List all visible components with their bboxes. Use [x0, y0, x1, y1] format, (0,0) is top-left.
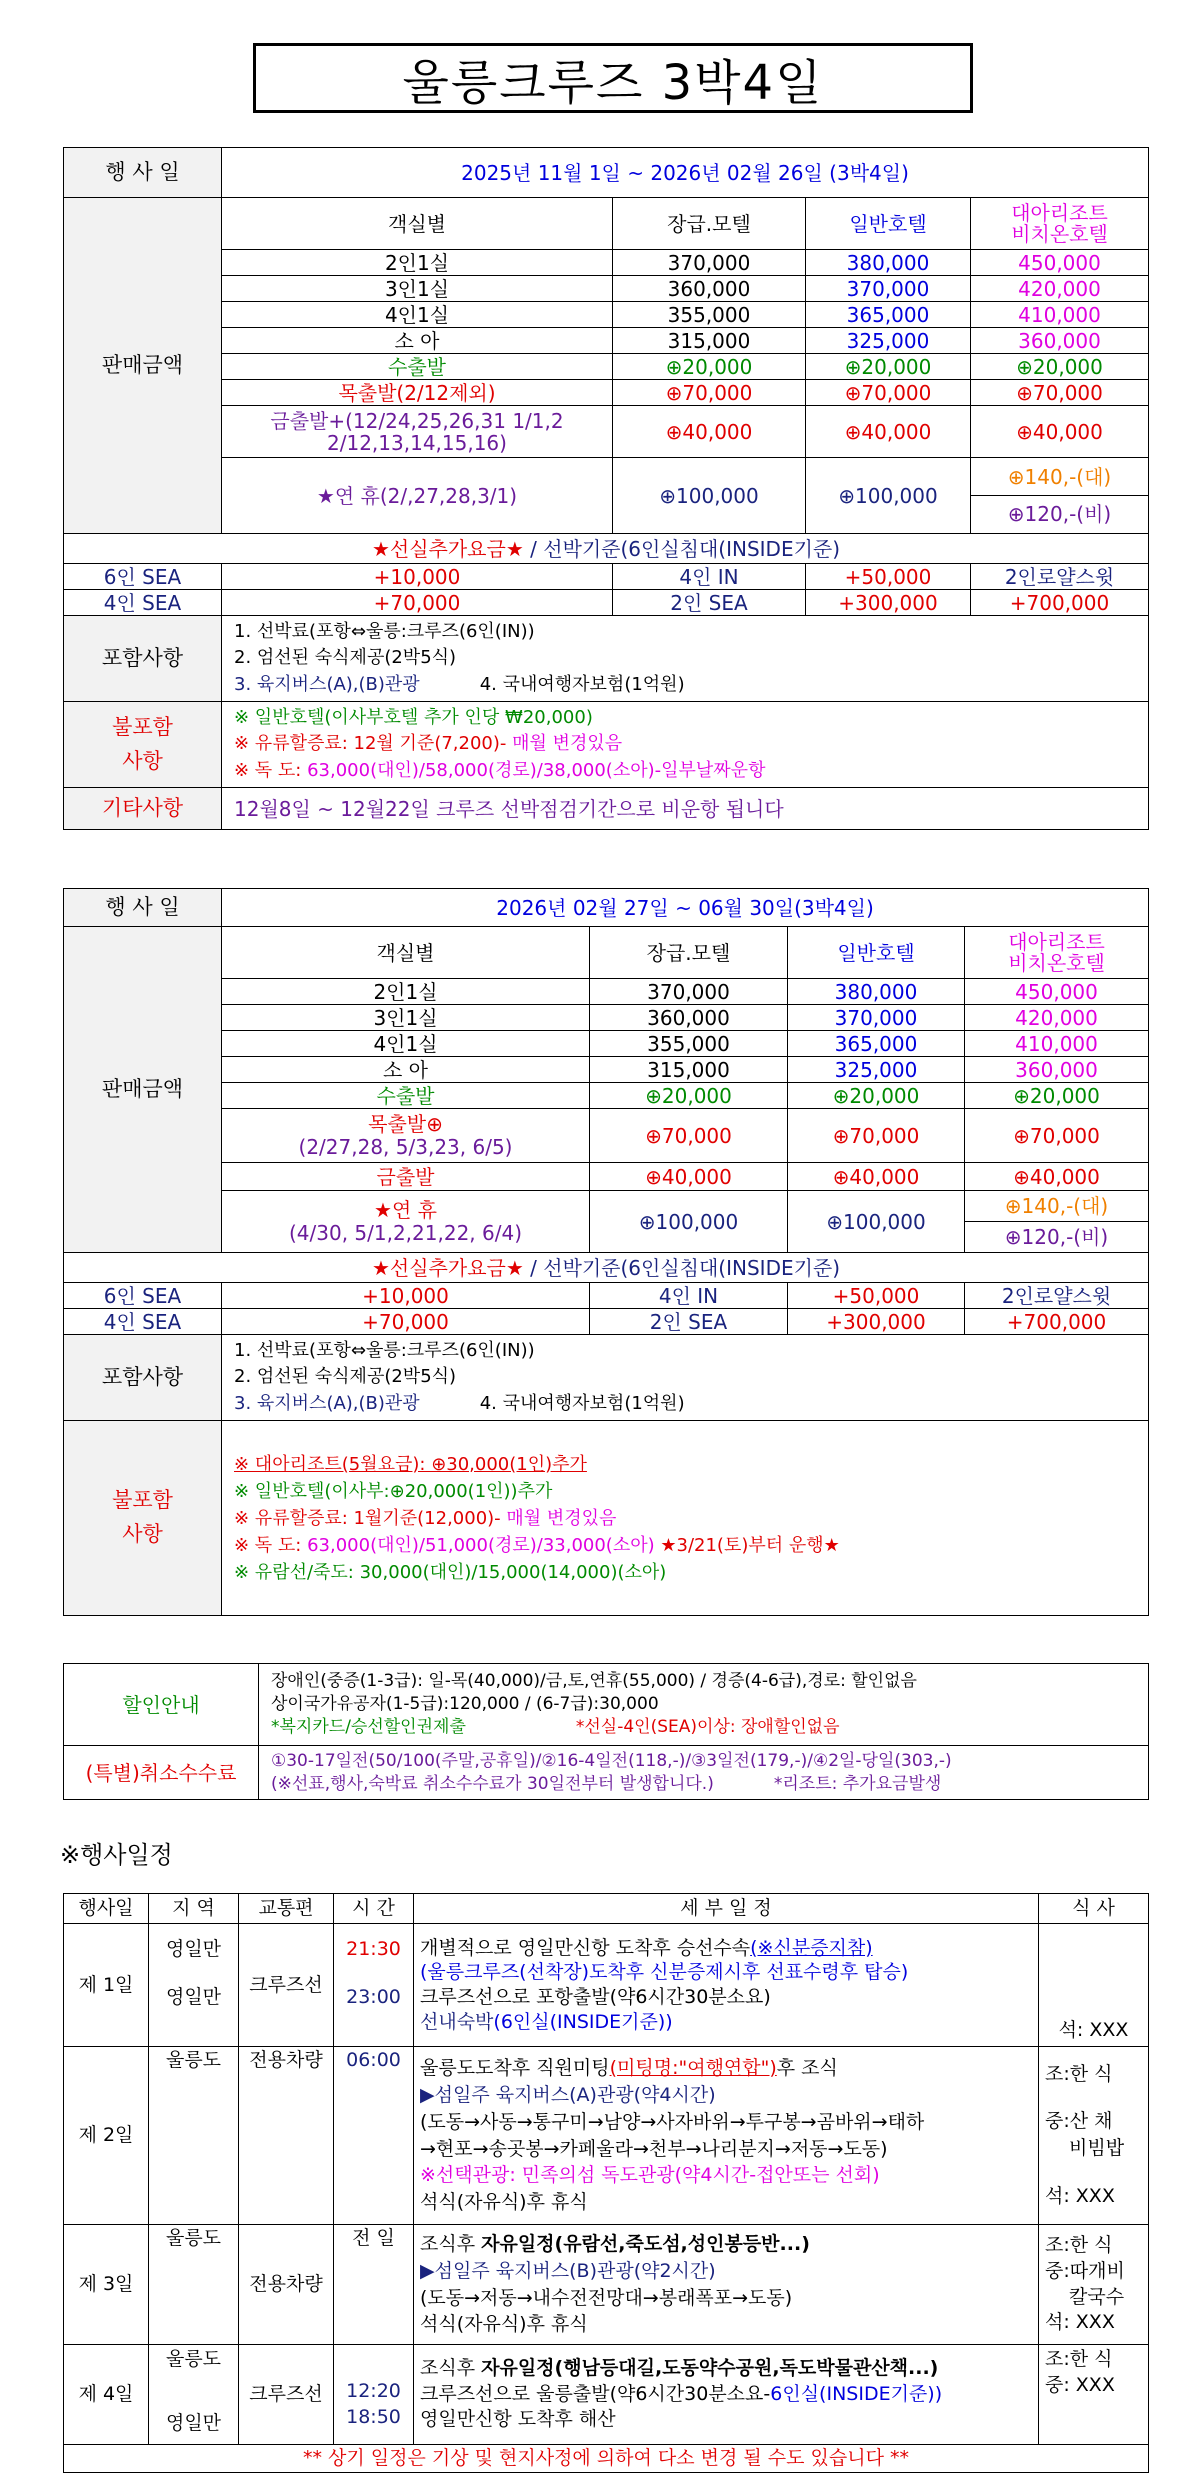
motel-price: 315,000: [590, 1057, 788, 1083]
region: 영일만: [165, 1938, 222, 1960]
detail-line: ▶섬일주 육지버스(A)관광(약4시간): [420, 2083, 716, 2106]
hotel-price: 380,000: [788, 979, 965, 1005]
surcharge: ⊕70,000: [590, 1109, 788, 1163]
schedule-title: ※행사일정: [60, 1841, 173, 1869]
resort-fee-note: *리조트: 추가요금발생: [773, 1773, 942, 1794]
hotel-price: 370,000: [806, 276, 971, 302]
resort-header-line1: 대아리조트: [1008, 929, 1105, 954]
hotel-header: 일반호텔: [806, 198, 971, 250]
cabin-price: +300,000: [806, 590, 971, 616]
cabin-type: 2인 SEA: [590, 1309, 788, 1335]
surcharge: ⊕100,000: [788, 1191, 965, 1253]
resort-price: 450,000: [971, 250, 1149, 276]
included-items: [222, 1335, 1149, 1421]
day-4-time: [334, 2345, 414, 2445]
surcharge: ⊕20,000: [788, 1083, 965, 1109]
excluded-label-line1: 불포함: [112, 714, 173, 739]
meal-line: 칼국수: [1069, 2285, 1125, 2308]
day-2-time: 06:00: [334, 2047, 414, 2225]
cabin-type: 2인 SEA: [613, 590, 806, 616]
region: 영일만: [165, 2411, 222, 2434]
day-3-meal: [1039, 2225, 1149, 2345]
land-bus-tour: 3. 육지버스(A),(B)관광: [234, 1392, 420, 1414]
holiday-beachon-price: ⊕120,-(비): [1004, 1225, 1109, 1249]
cruise-cabin: 6인실(INSIDE기준)): [770, 2382, 943, 2405]
day-2: 제 2일: [64, 2047, 149, 2225]
friday-departure-line1: 금출발+(12/24,25,26,31 1/1,2: [270, 408, 564, 433]
surcharge: ⊕20,000: [965, 1083, 1149, 1109]
motel-price: 370,000: [613, 250, 806, 276]
cabin-extra-title-basis: / 선박기준(6인실침대(INSIDE기준): [530, 536, 841, 561]
discount-info: [259, 1664, 1149, 1746]
day-1-region: [149, 1924, 239, 2047]
friday-departure-line2: 2/12,13,14,15,16): [327, 430, 507, 455]
schedule-head-transport: 교통편: [239, 1894, 334, 1924]
room-type: 3인1실: [222, 1005, 590, 1031]
included-item: 1. 선박료(포항⇔울릉:크루즈(6인(IN)): [234, 621, 535, 643]
motel-price: 360,000: [590, 1005, 788, 1031]
room-type-header: 객실별: [222, 198, 613, 250]
fuel-note: 매월 변경있음: [500, 1507, 617, 1529]
time: 21:30: [346, 1938, 401, 1960]
day-1-meal: 석: XXX: [1039, 1924, 1149, 2047]
detail-line: (도동→저동→내수전전망대→봉래폭포→도동): [420, 2286, 793, 2309]
sales-price-label: 판매금액: [64, 198, 222, 534]
page-title: 울릉크루즈 3박4일: [253, 43, 973, 113]
detail-line: 석식(자유식)후 휴식: [420, 2313, 588, 2336]
hotel-price: 365,000: [788, 1031, 965, 1057]
detail-line: [420, 2356, 1034, 2382]
holiday-departure-line1: ★연 휴: [374, 1197, 437, 1222]
excluded-item: [234, 1532, 1144, 1559]
resort-header: [971, 198, 1149, 250]
breakfast-text: 후 조식: [776, 2056, 838, 2079]
schedule-head-detail: 세 부 일 정: [414, 1894, 1039, 1924]
resort-price: 420,000: [971, 276, 1149, 302]
cabin-type: 4인 SEA: [64, 1309, 222, 1335]
detail-line: ※선택관광: 민족의섬 독도관광(약4시간-접안또는 선회): [420, 2164, 880, 2187]
sales-price-label: 판매금액: [64, 927, 222, 1253]
day-2-transport: 전용차량: [239, 2047, 334, 2225]
day-3-transport: 전용차량: [239, 2225, 334, 2345]
cabin-price: +70,000: [222, 1309, 590, 1335]
surcharge: ⊕40,000: [806, 406, 971, 458]
motel-price: 355,000: [590, 1031, 788, 1057]
detail-line: [420, 1936, 1034, 1961]
cabin-extra-title-star: ★선실추가요금★: [371, 536, 524, 561]
meal-line: 중:산 채: [1045, 2109, 1113, 2132]
insurance: 4. 국내여행자보험(1억원): [479, 673, 685, 695]
other-notes-label: 기타사항: [64, 788, 222, 830]
thursday-departure-line1: 목출발⊕: [368, 1111, 443, 1136]
holiday-departure: [222, 1191, 590, 1253]
cruise-terminal: (울릉크루즈(선착장): [420, 1961, 590, 1984]
day-4-transport: 크루즈선: [239, 2345, 334, 2445]
surcharge: ⊕40,000: [965, 1163, 1149, 1191]
meal-line: 비빔밥: [1069, 2136, 1125, 2159]
event-date-label: 행 사 일: [64, 148, 222, 198]
meal-line: 중:따개비: [1045, 2259, 1125, 2282]
day-1: 제 1일: [64, 1924, 149, 2047]
thursday-departure: 목출발(2/12제외): [222, 380, 613, 406]
fuel-note: 매월 변경있음: [506, 733, 623, 755]
surcharge: ⊕20,000: [613, 354, 806, 380]
dokdo-price: 63,000(대인)/51,000(경로)/33,000(소아): [307, 1534, 655, 1556]
room-type: 2인1실: [222, 979, 590, 1005]
surcharge: ⊕70,000: [971, 380, 1149, 406]
dokdo-operation-note: ★3/21(토)부터 운행★: [654, 1534, 840, 1556]
resort-price: 360,000: [971, 328, 1149, 354]
cabin-price: +300,000: [788, 1309, 965, 1335]
wednesday-departure: 수출발: [222, 354, 613, 380]
room-type: 소 아: [222, 1057, 590, 1083]
detail-line: [420, 2010, 1034, 2035]
room-type: 2인1실: [222, 250, 613, 276]
price-table-period-1: [63, 147, 1149, 830]
detail-line: 크루즈선으로 포항출발(약6시간30분소요): [420, 1986, 771, 2008]
resort-header-line2: 비치온호텔: [1008, 950, 1105, 975]
motel-price: 315,000: [613, 328, 806, 354]
free-schedule: 자유일정(유람선,죽도섬,성인봉등반...): [481, 2233, 810, 2256]
disabled-discount: 장애인(중증(1-3급): 일-목(40,000)/금,토,연휴(55,000) / 경증(4-6급),경로: 할인없음: [271, 1671, 917, 1692]
resort-price: 410,000: [971, 302, 1149, 328]
room-type: 4인1실: [222, 1031, 590, 1057]
cabin-extra-title-basis: / 선박기준(6인실침대(INSIDE기준): [530, 1255, 841, 1280]
cabin-type: 4인 SEA: [64, 590, 222, 616]
holiday-beachon-price: ⊕120,-(비): [1007, 502, 1112, 526]
discount-notes: [271, 1716, 1144, 1739]
event-period: 2026년 02월 27일 ~ 06월 30일(3박4일): [222, 889, 1149, 927]
detail-line: ▶섬일주 육지버스(B)관광(약2시간): [420, 2259, 716, 2282]
hotel-header: 일반호텔: [788, 927, 965, 979]
price-table-period-2: [63, 888, 1149, 1616]
dokdo-label: ※ 독 도:: [234, 759, 308, 781]
schedule-head-meal: 식 사: [1039, 1894, 1149, 1924]
discount-table: [63, 1663, 1149, 1800]
detail-line: 영일만신항 도착후 해산: [420, 2408, 616, 2431]
discount-label: 할인안내: [64, 1664, 259, 1746]
included-item: 2. 엄선된 숙식제공(2박5식): [234, 1366, 457, 1388]
meal-line: 중: XXX: [1045, 2373, 1115, 2396]
day-1-transport: 크루즈선: [239, 1924, 334, 2047]
holiday-resort-surcharge: [965, 1191, 1149, 1253]
excluded-label: [64, 1421, 222, 1616]
included-label: 포함사항: [64, 1335, 222, 1421]
schedule-head-day: 행사일: [64, 1894, 149, 1924]
meal-line: 석: XXX: [1045, 2311, 1115, 2334]
cabin-price: +700,000: [971, 590, 1149, 616]
excluded-item: ※ 일반호텔(이사부:⊕20,000(1인))추가: [234, 1480, 553, 1502]
excluded-item: ※ 대아리조트(5월요금): ⊕30,000(1인)추가: [234, 1453, 587, 1475]
land-bus-tour: 3. 육지버스(A),(B)관광: [234, 673, 420, 695]
excluded-items: [222, 1421, 1149, 1616]
surcharge: ⊕20,000: [590, 1083, 788, 1109]
cancel-fee-label: (특별)취소수수료: [64, 1746, 259, 1800]
hotel-price: 325,000: [788, 1057, 965, 1083]
excluded-label: [64, 702, 222, 788]
ticket-text: 도착후 신분증제시후 선표수령후 탑승): [589, 1961, 909, 1984]
excluded-label-line2: 사항: [122, 748, 163, 773]
welfare-card-note: *복지카드/승선할인권제출: [271, 1716, 466, 1737]
hotel-price: 370,000: [788, 1005, 965, 1031]
breakfast-text: 조식후: [420, 2233, 482, 2256]
cabin-price: +50,000: [806, 564, 971, 590]
cabin-type: 4인 IN: [590, 1283, 788, 1309]
id-required-note: (※신분증지참): [750, 1936, 873, 1959]
detail-line: [420, 2055, 1034, 2082]
cabin-price: +70,000: [222, 590, 613, 616]
cancel-fee-schedule: ①30-17일전(50/100(주말,공휴일)/②16-4일전(118,-)/③3일전(179,-)/④2일-당일(303,-): [271, 1750, 952, 1771]
holiday-daea-price: ⊕140,-(대): [971, 458, 1148, 496]
cancel-fee-info: [259, 1746, 1149, 1800]
time: 23:00: [346, 1985, 401, 2008]
surcharge: ⊕70,000: [613, 380, 806, 406]
detail-line: [420, 1960, 1034, 1985]
surcharge: ⊕100,000: [590, 1191, 788, 1253]
surcharge: ⊕70,000: [965, 1109, 1149, 1163]
dokdo-label: ※ 독 도:: [234, 1534, 308, 1556]
resort-header-line2: 비치온호텔: [1011, 221, 1108, 246]
day-2-detail: [414, 2047, 1039, 2225]
friday-departure: 금출발: [222, 1163, 590, 1191]
motel-header: 장급.모텔: [590, 927, 788, 979]
day-2-meal: [1039, 2047, 1149, 2225]
included-item: [234, 1391, 1144, 1417]
surcharge: ⊕40,000: [971, 406, 1149, 458]
meal-line: 조:한 식: [1045, 2234, 1113, 2257]
dokdo-price: 63,000(대인)/58,000(경로)/38,000(소아)-일부날짜운항: [307, 759, 766, 781]
day-4: 제 4일: [64, 2345, 149, 2445]
schedule-footer-note: ** 상기 일정은 기상 및 현지사정에 의하여 다소 변경 될 수도 있습니다 **: [64, 2445, 1149, 2473]
fuel-surcharge: ※ 유류할증료: 12월 기준(7,200)-: [234, 733, 507, 755]
cabin-price: +10,000: [222, 564, 613, 590]
event-date-label: 행 사 일: [64, 889, 222, 927]
holiday-daea-price: ⊕140,-(대): [965, 1191, 1148, 1222]
room-type: 소 아: [222, 328, 613, 354]
resort-price: 450,000: [965, 979, 1149, 1005]
room-type: 3인1실: [222, 276, 613, 302]
meeting-text: 울릉도도착후 직원미팅: [420, 2056, 610, 2079]
detail-line: (도동→사동→통구미→남양→사자바위→투구봉→곰바위→태하: [420, 2110, 925, 2133]
holiday-departure: ★연 휴(2/,27,28,3/1): [222, 458, 613, 534]
day-4-region: [149, 2345, 239, 2445]
schedule-table: [63, 1893, 1149, 2473]
meal-line: 조:한 식: [1045, 2062, 1113, 2085]
cabin-type: 4인 IN: [613, 564, 806, 590]
resort-price: 420,000: [965, 1005, 1149, 1031]
included-item: [234, 672, 1144, 698]
insurance: 4. 국내여행자보험(1억원): [479, 1392, 685, 1414]
surcharge: ⊕100,000: [613, 458, 806, 534]
detail-line: 석식(자유식)후 휴식: [420, 2191, 588, 2214]
day-3-time: 전 일: [334, 2225, 414, 2345]
thursday-departure: [222, 1109, 590, 1163]
cruise-depart: 크루즈선으로 울릉출발(약6시간30분소요-: [420, 2382, 771, 2405]
day-4-meal: [1039, 2345, 1149, 2445]
fuel-surcharge: ※ 유류할증료: 1월기준(12,000)-: [234, 1507, 501, 1529]
friday-departure: [222, 406, 613, 458]
region: 울릉도: [165, 2348, 222, 2370]
time: 12:20: [346, 2379, 401, 2402]
included-label: 포함사항: [64, 616, 222, 702]
included-item: 1. 선박료(포항⇔울릉:크루즈(6인(IN)): [234, 1340, 535, 1362]
schedule-head-time: 시 간: [334, 1894, 414, 1924]
motel-price: 360,000: [613, 276, 806, 302]
cruise-bamboo-price: 30,000(대인)/15,000(14,000)(소아): [359, 1561, 667, 1583]
region: 영일만: [165, 1985, 222, 2008]
event-period: 2025년 11월 1일 ~ 2026년 02월 26일 (3박4일): [222, 148, 1149, 198]
cabin-type: 2인로얄스윗: [965, 1283, 1149, 1309]
cabin-price: +700,000: [965, 1309, 1149, 1335]
cabin-extra-title: [64, 1253, 1149, 1283]
excluded-label-line2: 사항: [122, 1522, 163, 1546]
surcharge: ⊕40,000: [788, 1163, 965, 1191]
meal-line: 조:한 식: [1045, 2348, 1113, 2370]
meeting-name: (미팅명:"여행연합"): [609, 2056, 777, 2079]
boarding-text: 개별적으로 영일만신항 도착후 승선수속: [420, 1936, 751, 1959]
motel-price: 370,000: [590, 979, 788, 1005]
detail-line: [420, 2231, 1034, 2258]
day-3-detail: [414, 2225, 1039, 2345]
resort-price: 410,000: [965, 1031, 1149, 1057]
surcharge: ⊕70,000: [788, 1109, 965, 1163]
day-4-detail: [414, 2345, 1039, 2445]
other-notes: 12월8일 ~ 12월22일 크루즈 선박점검기간으로 비운항 됩니다: [222, 788, 1149, 830]
cancel-fee-note: (※선표,행사,숙박료 취소수수료가 30일전부터 발생합니다.): [271, 1773, 714, 1794]
surcharge: ⊕70,000: [806, 380, 971, 406]
onboard-cabin: (6인실(INSIDE기준)): [493, 2010, 673, 2033]
day-1-time: [334, 1924, 414, 2047]
cabin-price: +50,000: [788, 1283, 965, 1309]
onboard-stay: 선내숙박: [420, 2010, 494, 2033]
detail-line: [420, 2382, 1034, 2408]
surcharge: ⊕40,000: [613, 406, 806, 458]
cabin-sea-note: *선실-4인(SEA)이상: 장애할인없음: [575, 1716, 840, 1737]
day-3-region: 울릉도: [149, 2225, 239, 2345]
breakfast-text: 조식후: [420, 2357, 482, 2380]
cabin-extra-title-star: ★선실추가요금★: [371, 1255, 524, 1280]
excluded-item: [234, 1505, 1144, 1532]
holiday-departure-line2: (4/30, 5/1,2,21,22, 6/4): [288, 1220, 523, 1245]
excluded-items: [222, 702, 1149, 788]
day-1-detail: [414, 1924, 1039, 2047]
day-2-region: 울릉도: [149, 2047, 239, 2225]
wednesday-departure: 수출발: [222, 1083, 590, 1109]
cabin-price: +10,000: [222, 1283, 590, 1309]
surcharge: ⊕100,000: [806, 458, 971, 534]
excluded-item: ※ 일반호텔(이사부호텔 추가 인당 ₩20,000): [234, 707, 593, 729]
excluded-item: [234, 758, 1144, 784]
surcharge: ⊕20,000: [806, 354, 971, 380]
hotel-price: 325,000: [806, 328, 971, 354]
free-schedule: 자유일정(행남등대길,도동약수공원,독도박물관산책...): [481, 2357, 939, 2380]
included-item: 2. 엄선된 숙식제공(2박5식): [234, 647, 457, 669]
time: 18:50: [346, 2405, 401, 2428]
resort-header-line1: 대아리조트: [1011, 200, 1108, 225]
resort-price: 360,000: [965, 1057, 1149, 1083]
excluded-label-line1: 불포함: [112, 1488, 173, 1513]
day-3: 제 3일: [64, 2225, 149, 2345]
included-items: [222, 616, 1149, 702]
cabin-type: 6인 SEA: [64, 564, 222, 590]
surcharge: ⊕20,000: [971, 354, 1149, 380]
room-type: 4인1실: [222, 302, 613, 328]
cabin-extra-title: [64, 534, 1149, 564]
thursday-departure-line2: (2/27,28, 5/3,23, 6/5): [298, 1134, 513, 1159]
resort-header: [965, 927, 1149, 979]
room-type-header: 객실별: [222, 927, 590, 979]
motel-header: 장급.모텔: [613, 198, 806, 250]
veteran-discount: 상이국가유공자(1-5급):120,000 / (6-7급):30,000: [271, 1694, 659, 1715]
hotel-price: 380,000: [806, 250, 971, 276]
hotel-price: 365,000: [806, 302, 971, 328]
cruise-bamboo-label: ※ 유람선/죽도:: [234, 1561, 360, 1583]
cabin-type: 2인로얄스윗: [971, 564, 1149, 590]
detail-line: →현포→송곳봉→카페울라→천부→나리분지→저동→도동): [420, 2137, 888, 2160]
excluded-item: [234, 1559, 1144, 1586]
holiday-resort-surcharge: [971, 458, 1149, 534]
meal-line: 석: XXX: [1045, 2185, 1115, 2208]
schedule-head-region: 지 역: [149, 1894, 239, 1924]
motel-price: 355,000: [613, 302, 806, 328]
excluded-item: [234, 731, 1144, 757]
cabin-type: 6인 SEA: [64, 1283, 222, 1309]
cancel-fee-notes: [271, 1773, 1144, 1796]
surcharge: ⊕40,000: [590, 1163, 788, 1191]
